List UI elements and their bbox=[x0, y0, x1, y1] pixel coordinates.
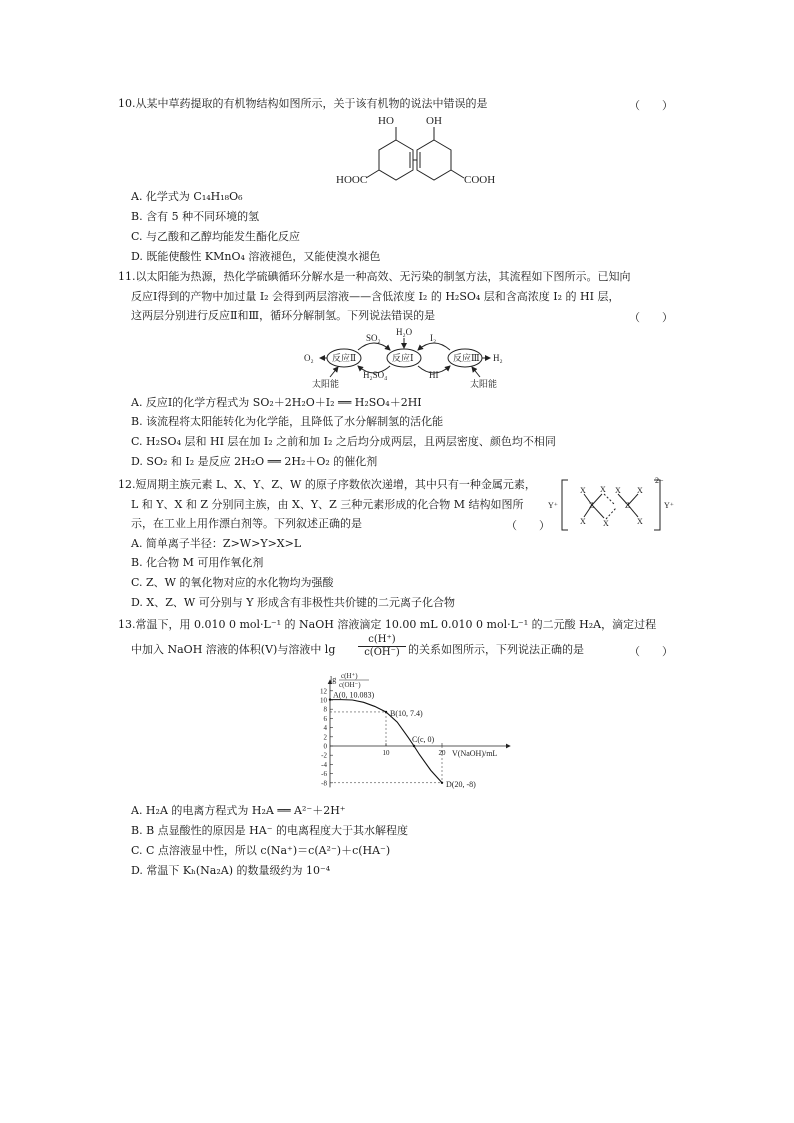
q12-option-b: B. 化合物 M 可用作氧化剂 bbox=[131, 556, 264, 569]
o2-label: O₂ bbox=[304, 353, 314, 363]
q10-stem: 10.从某中草药提取的有机物结构如图所示，关于该有机物的说法中错误的是 bbox=[118, 97, 488, 110]
h2so4-label: H₂SO₄ bbox=[363, 370, 388, 380]
q12-stem-line2: L 和 Y、X 和 Z 分别同主族，由 X、Y、Z 三种元素形成的化合物 M 结构如图所 bbox=[131, 498, 524, 511]
x-atom: X bbox=[637, 486, 643, 495]
hooc-label: HOOC bbox=[336, 174, 368, 186]
x-tick-label: 10 bbox=[382, 749, 390, 757]
ho-label: HO bbox=[378, 115, 394, 127]
y-axis-label-prefix: lg bbox=[330, 675, 337, 684]
right-ring bbox=[417, 140, 451, 180]
q12-structure-diagram bbox=[548, 474, 678, 536]
point-b-label: B(10, 7.4) bbox=[390, 708, 423, 718]
q13-stem-line1: 13.常温下，用 0.010 0 mol·L⁻¹ 的 NaOH 溶液滴定 10.00 mL 0.010 0 mol·L⁻¹ 的二元酸 H₂A，滴定过程 bbox=[118, 618, 657, 631]
q12-option-a: A. 简单离子半径：Z>W>Y>X>L bbox=[131, 537, 302, 550]
q11-answer-bracket: （ ） bbox=[629, 311, 673, 324]
z-atom-left: Z bbox=[589, 501, 594, 510]
q10-structure-diagram bbox=[330, 114, 500, 186]
q10-answer-bracket: （ ） bbox=[629, 99, 673, 112]
q12-answer-bracket: （ ） bbox=[506, 519, 550, 532]
x-atom: X bbox=[603, 519, 609, 528]
point-d-label: D(20, -8) bbox=[446, 779, 476, 789]
q11-stem-line1: 11.以太阳能为热源，热化学硫碘循环分解水是一种高效、无污染的制氢方法，其流程如下图所示。已知向 bbox=[118, 270, 631, 283]
q11-option-c: C. H₂SO₄ 层和 HI 层在加 I₂ 之前和加 I₂ 之后均分成两层，且两层密度、颜色均不相同 bbox=[131, 435, 556, 448]
q10-option-b: B. 含有 5 种不同环境的氢 bbox=[131, 210, 260, 223]
reaction3-label: 反应Ⅲ bbox=[453, 353, 480, 363]
q12-option-d: D. X、Z、W 可分别与 Y 形成含有非极性共价键的二元离子化合物 bbox=[131, 596, 455, 609]
right-bracket bbox=[654, 480, 660, 530]
q10-option-c: C. 与乙酸和乙醇均能发生酯化反应 bbox=[131, 230, 301, 243]
cooh-label: COOH bbox=[464, 174, 496, 186]
y-axis-label-denominator: c(OH⁻) bbox=[339, 681, 361, 689]
y-tick-label: 10 bbox=[320, 696, 327, 705]
q13-stem-line2b: 的关系如图所示，下列说法正确的是 bbox=[408, 643, 584, 656]
q11-stem-line3: 这两层分别进行反应Ⅱ和Ⅲ，循环分解制氢。下列说法错误的是 bbox=[131, 309, 436, 322]
solar-right-label: 太阳能 bbox=[470, 379, 498, 389]
y-tick-label: 12 bbox=[320, 687, 327, 696]
q13-option-c: C. C 点溶液显中性，所以 c(Na⁺)＝c(A²⁻)＋c(HA⁻) bbox=[131, 844, 391, 857]
q11-option-a: A. 反应Ⅰ的化学方程式为 SO₂＋2H₂O＋I₂ ══ H₂SO₄＋2HI bbox=[131, 396, 422, 409]
q12-stem-line3: 示，在工业上用作漂白剂等。下列叙述正确的是 bbox=[131, 517, 362, 530]
y-tick-label: 0 bbox=[323, 742, 327, 751]
point-d bbox=[441, 782, 443, 784]
q13-fraction bbox=[358, 634, 406, 659]
x-axis-label: V(NaOH)/mL bbox=[452, 749, 498, 758]
q11-option-b: B. 该流程将太阳能转化为化学能，且降低了水分解制氢的活化能 bbox=[131, 415, 444, 428]
left-ring bbox=[379, 140, 413, 180]
y-tick-label: -8 bbox=[321, 779, 327, 788]
x-atom: X bbox=[600, 485, 606, 494]
x-atom: X bbox=[615, 486, 621, 495]
fraction-numerator: c(H⁺) bbox=[368, 634, 396, 645]
q11-flow-diagram bbox=[300, 324, 520, 390]
y-tick-label: -4 bbox=[321, 760, 327, 769]
q13-option-a: A. H₂A 的电离方程式为 H₂A ══ A²⁻＋2H⁺ bbox=[131, 804, 346, 817]
charge-label: 2− bbox=[655, 476, 664, 485]
q11-stem-line2: 反应Ⅰ得到的产物中加过量 I₂ 会得到两层溶液——含低浓度 I₂ 的 H₂SO₄ 层和含高浓度 I₂ 的 HI 层， bbox=[131, 290, 620, 303]
q13-stem-line2a: 中加入 NaOH 溶液的体积(V)与溶液中 lg bbox=[131, 643, 336, 656]
reaction2-label: 反应Ⅱ bbox=[332, 353, 357, 363]
q11-option-d: D. SO₂ 和 I₂ 是反应 2H₂O ══ 2H₂＋O₂ 的催化剂 bbox=[131, 455, 378, 468]
y-ion-right: Y⁺ bbox=[664, 501, 674, 510]
q13-option-d: D. 常温下 Kₕ(Na₂A) 的数量级约为 10⁻⁴ bbox=[131, 864, 331, 877]
y-axis-label-numerator: c(H⁺) bbox=[341, 672, 358, 680]
h2o-label: H₂O bbox=[396, 327, 413, 337]
point-a-label: A(0, 10.083) bbox=[333, 690, 375, 700]
hi-label: HI bbox=[429, 370, 439, 380]
point-c-label: C(c, 0) bbox=[412, 735, 435, 744]
q10-option-d: D. 既能使酸性 KMnO₄ 溶液褪色，又能使溴水褪色 bbox=[131, 250, 381, 263]
q12-option-c: C. Z、W 的氧化物对应的水化物均为强酸 bbox=[131, 576, 334, 589]
x-atom: X bbox=[580, 486, 586, 495]
q13-titration-chart bbox=[300, 668, 520, 796]
reaction1-label: 反应Ⅰ bbox=[392, 353, 414, 363]
solar-left-label: 太阳能 bbox=[312, 379, 340, 389]
y-tick-label: 6 bbox=[323, 714, 327, 723]
point-b bbox=[385, 711, 387, 713]
q13-answer-bracket: （ ） bbox=[629, 645, 673, 658]
x-tick-label: 20 bbox=[438, 749, 446, 757]
point-c bbox=[413, 745, 415, 747]
y-tick-label: -2 bbox=[321, 751, 327, 760]
z-atom-right: Z bbox=[625, 501, 630, 510]
x-atom: X bbox=[637, 517, 643, 526]
left-bracket bbox=[562, 480, 568, 530]
y-tick-label: 4 bbox=[323, 724, 327, 733]
q12-stem-line1: 12.短周期主族元素 L、X、Y、Z、W 的原子序数依次递增，其中只有一种金属元素， bbox=[118, 478, 536, 491]
y-tick-label: -6 bbox=[321, 770, 327, 779]
y-tick-label: 2 bbox=[323, 733, 327, 742]
q10-option-a: A. 化学式为 C₁₄H₁₈O₆ bbox=[131, 190, 243, 203]
oh-label: OH bbox=[426, 115, 442, 127]
so2-label: SO₂ bbox=[366, 333, 381, 343]
h2-label: H₂ bbox=[493, 353, 503, 363]
q13-option-b: B. B 点显酸性的原因是 HA⁻ 的电离程度大于其水解程度 bbox=[131, 824, 408, 837]
i2-label: I₂ bbox=[430, 333, 437, 343]
point-a bbox=[329, 698, 331, 700]
y-ion-left: Y⁺ bbox=[548, 501, 558, 510]
y-tick-label: 8 bbox=[323, 705, 327, 714]
fraction-denominator: c(OH⁻) bbox=[358, 646, 406, 659]
x-atom: X bbox=[580, 517, 586, 526]
